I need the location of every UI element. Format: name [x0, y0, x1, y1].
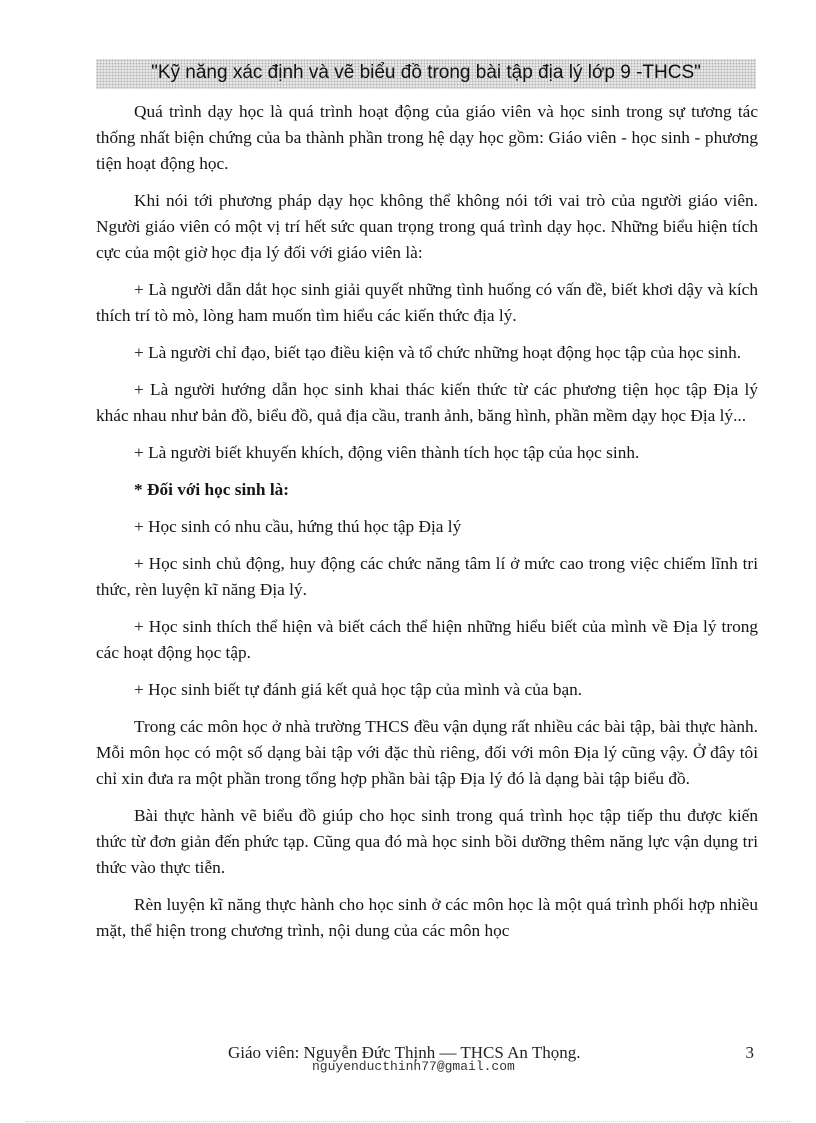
paragraph-exercises: Trong các môn học ở nhà trường THCS đều vận dụng rất nhiều các bài tập, bài thực hành. Mỗi môn học có một số dạng bài tập với đặc thù riêng, đối với môn Địa lý cũng vậy. Ở đây tôi chỉ xin đưa ra một phần trong tổng hợp phần bài tập Địa lý đó là dạng bài tập biểu đồ. [96, 717, 758, 788]
document-title: "Kỹ năng xác định và vẽ biểu đồ trong bài tập địa lý lớp 9 -THCS" [151, 62, 701, 83]
teacher-point-instruct: + Là người hướng dẫn học sinh khai thác kiến thức từ các phương tiện học tập Địa lý khác nhau như bản đồ, biểu đồ, quả địa cầu, tranh ảnh, băng hình, phần mềm dạy học Địa lý... [96, 380, 758, 425]
teacher-point-encourage: + Là người biết khuyến khích, động viên thành tích học tập của học sinh. [134, 443, 640, 462]
student-point-active: + Học sinh chủ động, huy động các chức năng tâm lí ở mức cao trong việc chiếm lĩnh tri thức, rèn luyện kĩ năng Địa lý. [96, 554, 758, 599]
footer-author: Giáo viên: Nguyễn Đức Thịnh — THCS An Thọng. [228, 1043, 581, 1062]
teacher-point-direct: + Là người chỉ đạo, biết tạo điều kiện và tổ chức những hoạt động học tập của học sinh. [134, 343, 742, 362]
body-text [96, 99, 758, 955]
teacher-point-guide: + Là người dẫn dắt học sinh giải quyết những tình huống có vấn đề, biết khơi dậy và kích thích trí tò mò, lòng ham muốn tìm hiểu các kiến thức địa lý. [96, 280, 758, 325]
page-number: 3 [745, 1043, 754, 1062]
page-footer [96, 1043, 758, 1074]
page-bottom-divider [26, 1121, 790, 1122]
paragraph-teacher-role: Khi nói tới phương pháp dạy học không thể không nói tới vai trò của người giáo viên. Người giáo viên có một vị trí hết sức quan trọng trong quá trình dạy học. Những biểu hiện tích cực của một giờ học địa lý đối với giáo viên là: [96, 191, 758, 262]
paragraph-chart-practice: Bài thực hành vẽ biểu đồ giúp cho học sinh trong quá trình học tập tiếp thu được kiến thức từ đơn giản đến phức tạp. Cũng qua đó mà học sinh bồi dưỡng thêm năng lực vận dụng tri thức vào thực tiễn. [96, 806, 758, 877]
student-point-interest: + Học sinh có nhu cầu, hứng thú học tập Địa lý [134, 517, 462, 536]
student-point-express: + Học sinh thích thể hiện và biết cách thể hiện những hiểu biết của mình về Địa lý trong các hoạt động học tập. [96, 617, 758, 662]
student-section-heading: * Đối với học sinh là: [134, 480, 290, 499]
paragraph-skills: Rèn luyện kĩ năng thực hành cho học sinh ở các môn học là một quá trình phối hợp nhiều mặt, thể hiện trong chương trình, nội dung của các môn học [96, 895, 758, 940]
footer-email: nguyenducthinh77@gmail.com [312, 1059, 515, 1074]
paragraph-intro: Quá trình dạy học là quá trình hoạt động của giáo viên và học sinh trong sự tương tác thống nhất biện chứng của ba thành phần trong hệ dạy học gồm: Giáo viên - học sinh - phương tiện hoạt động học. [96, 102, 758, 173]
student-point-assess: + Học sinh biết tự đánh giá kết quả học tập của mình và của bạn. [134, 680, 583, 699]
